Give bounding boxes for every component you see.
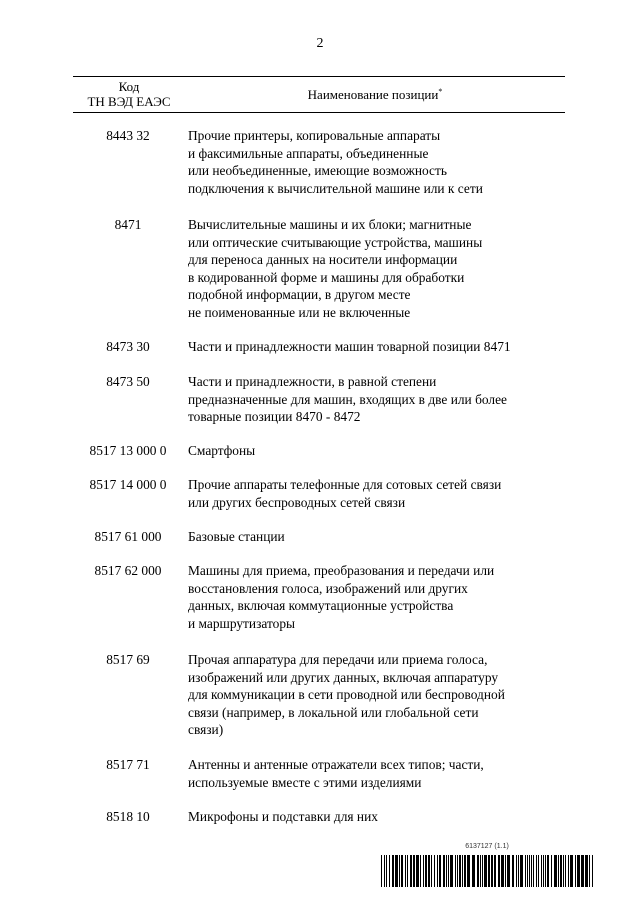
table-header xyxy=(73,76,565,113)
item-name xyxy=(188,562,568,632)
barcode-label: 6137127 (1.1) xyxy=(465,843,509,850)
item-name-line: и маршрутизаторы xyxy=(188,615,296,631)
item-code: 8517 71 xyxy=(106,757,150,772)
item-code: 8471 xyxy=(114,217,142,232)
item-name-line: подобной информации, в другом месте xyxy=(188,287,411,303)
item-name-line: предназначенные для машин, входящих в две или более xyxy=(188,391,507,407)
item-name xyxy=(188,528,568,546)
item-name-line: связи) xyxy=(188,722,224,738)
item-name-line: восстановления голоса, изображений или других xyxy=(188,580,468,596)
item-name-line: Части и принадлежности машин товарной позиции 8471 xyxy=(188,339,511,354)
code-header-line2: ТН ВЭД ЕАЭС xyxy=(87,94,171,109)
page-number: 2 xyxy=(316,36,324,51)
item-name xyxy=(188,808,568,826)
item-name-line: Прочая аппаратура для передачи или приема голоса, xyxy=(188,652,488,667)
item-name-line: Части и принадлежности, в равной степени xyxy=(188,374,437,389)
footnote-mark: * xyxy=(438,87,443,96)
item-code: 8473 50 xyxy=(106,374,150,389)
item-name-line: и факсимильные аппараты, объединенные xyxy=(188,145,429,161)
item-code: 8517 69 xyxy=(106,652,150,667)
item-name-line: связи (например, в локальной или глобальной сети xyxy=(188,704,479,720)
item-name xyxy=(188,756,568,791)
item-name xyxy=(188,442,568,460)
item-name-line: используемые вместе с этими изделиями xyxy=(188,774,422,790)
item-name-line: подключения к вычислительной машине или к сети xyxy=(188,180,483,196)
name-header-label: Наименование позиции xyxy=(307,87,439,102)
item-name-line: Смартфоны xyxy=(188,443,256,458)
item-name-line: или других беспроводных сетей связи xyxy=(188,494,406,510)
name-column-header xyxy=(185,87,565,103)
item-name xyxy=(188,216,568,322)
item-name xyxy=(188,373,568,426)
code-header-line1: Код xyxy=(118,79,140,94)
item-code: 8517 14 000 0 xyxy=(89,477,167,492)
item-code: 8517 62 000 xyxy=(94,563,162,578)
item-code: 8517 13 000 0 xyxy=(89,443,167,458)
item-name-line: изображений или других данных, включая аппаратуру xyxy=(188,669,499,685)
item-name-line: Машины для приема, преобразования и передачи или xyxy=(188,563,495,578)
item-name-line: Прочие аппараты телефонные для сотовых сетей связи xyxy=(188,477,502,492)
item-name-line: для переноса данных на носители информации xyxy=(188,252,458,268)
item-name-line: товарные позиции 8470 - 8472 xyxy=(188,409,361,425)
barcode-bars xyxy=(381,855,593,887)
item-name-line: или необъединенные, имеющие возможность xyxy=(188,163,447,179)
barcode xyxy=(381,843,593,889)
item-name-line: в кодированной форме и машины для обработки xyxy=(188,269,465,285)
item-name-line: Базовые станции xyxy=(188,529,285,544)
item-name xyxy=(188,127,568,197)
item-name-line: Прочие принтеры, копировальные аппараты xyxy=(188,128,441,143)
item-name xyxy=(188,338,568,356)
item-name-line: Антенны и антенные отражатели всех типов; части, xyxy=(188,757,484,772)
item-name-line: Микрофоны и подставки для них xyxy=(188,809,378,824)
item-code: 8443 32 xyxy=(106,128,150,143)
item-name-line: Вычислительные машины и их блоки; магнитные xyxy=(188,217,472,232)
item-name-line: или оптические считывающие устройства, машины xyxy=(188,234,483,250)
item-name xyxy=(188,651,568,739)
item-code: 8517 61 000 xyxy=(94,529,162,544)
code-column-header xyxy=(73,79,185,109)
item-code: 8473 30 xyxy=(106,339,150,354)
item-name-line: для коммуникации в сети проводной или беспроводной xyxy=(188,687,505,703)
item-code: 8518 10 xyxy=(106,809,150,824)
item-name-line: не поименованные или не включенные xyxy=(188,304,411,320)
item-name xyxy=(188,476,568,511)
item-name-line: данных, включая коммутационные устройства xyxy=(188,598,454,614)
